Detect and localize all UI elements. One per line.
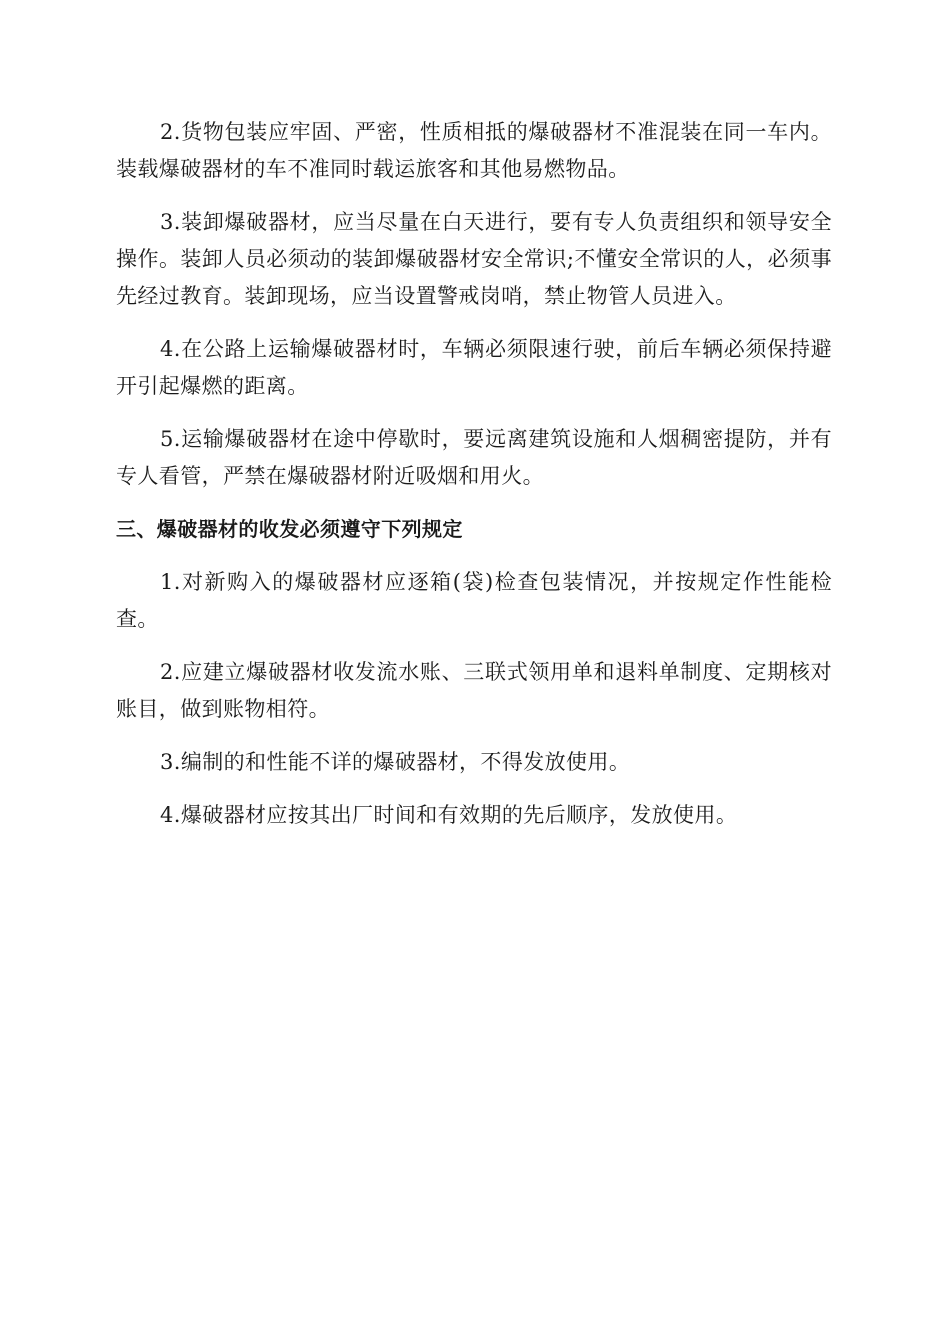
dispatch-rule-2: 2.应建立爆破器材收发流水账、三联式领用单和退料单制度、定期核对账目，做到账物相符。	[116, 660, 832, 721]
transport-rule-4: 4.在公路上运输爆破器材时，车辆必须限速行驶，前后车辆必须保持避开引起爆燃的距离。	[116, 337, 832, 398]
document-body	[116, 114, 832, 850]
dispatch-rule-3: 3.编制的和性能不详的爆破器材，不得发放使用。	[160, 750, 631, 774]
transport-rule-2: 2.货物包装应牢固、严密，性质相抵的爆破器材不准混装在同一车内。装载爆破器材的车不准同时载运旅客和其他易燃物品。	[116, 120, 832, 181]
section-heading-dispatch-rules: 三、爆破器材的收发必须遵守下列规定	[116, 517, 463, 541]
dispatch-rule-4: 4.爆破器材应按其出厂时间和有效期的先后顺序，发放使用。	[160, 803, 738, 827]
transport-rule-3: 3.装卸爆破器材，应当尽量在白天进行，要有专人负责组织和领导安全操作。装卸人员必须动的装卸爆破器材安全常识;不懂安全常识的人，必须事先经过教育。装卸现场，应当设置警戒岗哨，禁止物管人员进入。	[116, 210, 832, 308]
dispatch-rule-1: 1.对新购入的爆破器材应逐箱(袋)检查包装情况，并按规定作性能检查。	[116, 570, 832, 631]
transport-rule-5: 5.运输爆破器材在途中停歇时，要远离建筑设施和人烟稠密提防，并有专人看管，严禁在爆破器材附近吸烟和用火。	[116, 427, 832, 488]
